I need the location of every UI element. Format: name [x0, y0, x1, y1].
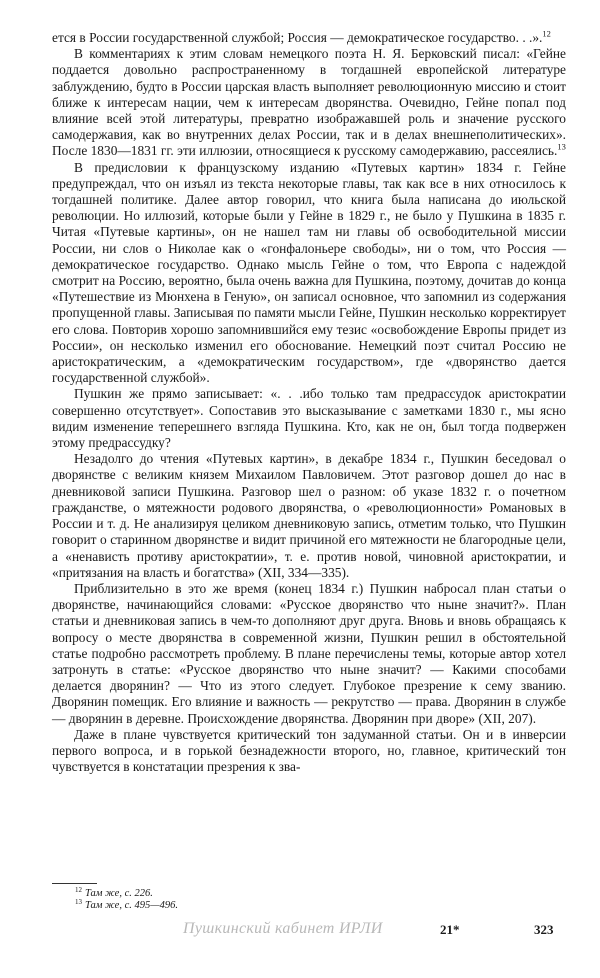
paragraph-3: В предисловии к французскому изданию «Путевых картин» 1834 г. Гейне предупреждал, что он изъял из текста некоторые главы, так как все в них относилось к тогдашней политике. Далее автор говорил, что книга была написана до июльской революции. Но иллюзий, которые были у Гейне в 1829 г., не было у Пушкина в 1835 г. Читая «Путевые картины», он не нашел там ни главы об освободительной миссии России, ни слов о Николае как о «гонфалоньере свободы», ни о том, что Россия — демократическое государство. Однако мысль Гейне о том, что Европа с надеждой смотрит на Россию, вероятно, была очень важна для Пушкина, поэтому, дочитав до конца «Путешествие из Мюнхена в Геную», он записал основное, что запомнил из содержания пропущенной главы. Записывая по памяти мысли Гейне, Пушкин несколько корректирует его слова. Повторив хорошо запомнившийся ему тезис «освобождение Европы придет из России», он несколько изменил его обоснование. Немецкий поэт считал Россию не аристократическим, а «демократическим государством», где «дворянство дается государственной службой». — [52, 159, 566, 386]
footnote-ref-12[interactable]: 12 — [542, 28, 551, 39]
footnote-number: 12 — [75, 885, 82, 894]
footnote-ref-13[interactable]: 13 — [557, 141, 566, 152]
footnote-13 — [75, 897, 375, 912]
watermark: Пушкинский кабинет ИРЛИ — [183, 920, 383, 937]
footnote-12 — [75, 885, 375, 900]
paragraph-2 — [52, 46, 566, 159]
footnote-divider — [52, 883, 97, 884]
paragraph-5: Незадолго до чтения «Путевых картин», в декабре 1834 г., Пушкин беседовал о дворянстве с великим князем Михаилом Павловичем. Этот разговор дошел до нас в дневниковой записи Пушкина. Разговор шел о разном: об указе 1832 г. о почетном гражданстве, о мятежности родового дворянства, о «революционности» Романовых в России и т. д. Не анализируя целиком дневниковую запись, отметим только, что Пушкин говорит о старинном дворянстве и видит причиной его мятежности не благородные цели, а «ненависть противу аристократии», т. е. против новой, чиновной аристократии, и «притязания на власть и богатства» (XII, 334—335). — [52, 451, 566, 580]
footnote-text: Там же, с. 226. — [85, 888, 153, 899]
page-body — [52, 30, 566, 775]
paragraph-4: Пушкин же прямо записывает: «. . .ибо только там предрассудок аристократии совершенно отсутствует». Сопоставив это высказывание с заметками 1830 г., мы ясно видим изменение теперешнего взгляда Пушкина. Кто, как не он, был тогда подвержен этому предрассудку? — [52, 386, 566, 451]
paragraph-1 — [52, 30, 566, 46]
paragraph-6: Приблизительно в это же время (конец 1834 г.) Пушкин набросал план статьи о дворянстве, начинающийся словами: «Русское дворянство что ныне значит?». План статьи и дневниковая запись в чем-то дополняют друг друга. Вновь и вновь обращаясь к вопросу о месте дворянства в современной жизни, Пушкин решил в обстоятельной статье подробно рассмотреть проблему. В плане перечислены темы, которые автор хотел затронуть в статье: «Русское дворянство что ныне значит? — Какими способами делается дворянин? — Что из этого следует. Глубокое презрение к сему званию. Дворянин помещик. Его влияние и важность — рекрутство — права. Дворянин в службе — дворянин в деревне. Происхождение дворянства. Дворянин при дворе» (XII, 207). — [52, 580, 566, 726]
paragraph-7: Даже в плане чувствуется критический тон задуманной статьи. Он и в инверсии первого вопроса, и в горькой безнадежности второго, но, главное, критический тон чувствуется в констатации презрения к зва- — [52, 726, 566, 775]
footnote-number: 13 — [75, 897, 82, 906]
paragraph-1-text: ется в России государственной службой; Россия — демократическое государство. . .». — [52, 30, 543, 45]
footnotes — [75, 885, 375, 912]
page-number: 323 — [534, 922, 554, 937]
signature-mark: 21* — [440, 922, 460, 937]
paragraph-2-text: В комментариях к этим словам немецкого поэта Н. Я. Берковский писал: «Гейне поддается довольно распространенному в тогдашней европейской литературе заблуждению, будто в России царская власть выполняет революционную миссию и стоит ближе к интересам нации, чем к интересам дворянства. Очевидно, Гейне попал под влияние всей этой литературы, превратно изображавшей роль и значение русского самодержавия, как во внутренних делах России, так и в делах внешнеполитических». После 1830—1831 гг. эти иллюзии, относящиеся к русскому самодержавию, рассеялись. — [52, 46, 566, 159]
footnote-text: Там же, с. 495—496. — [85, 900, 178, 911]
